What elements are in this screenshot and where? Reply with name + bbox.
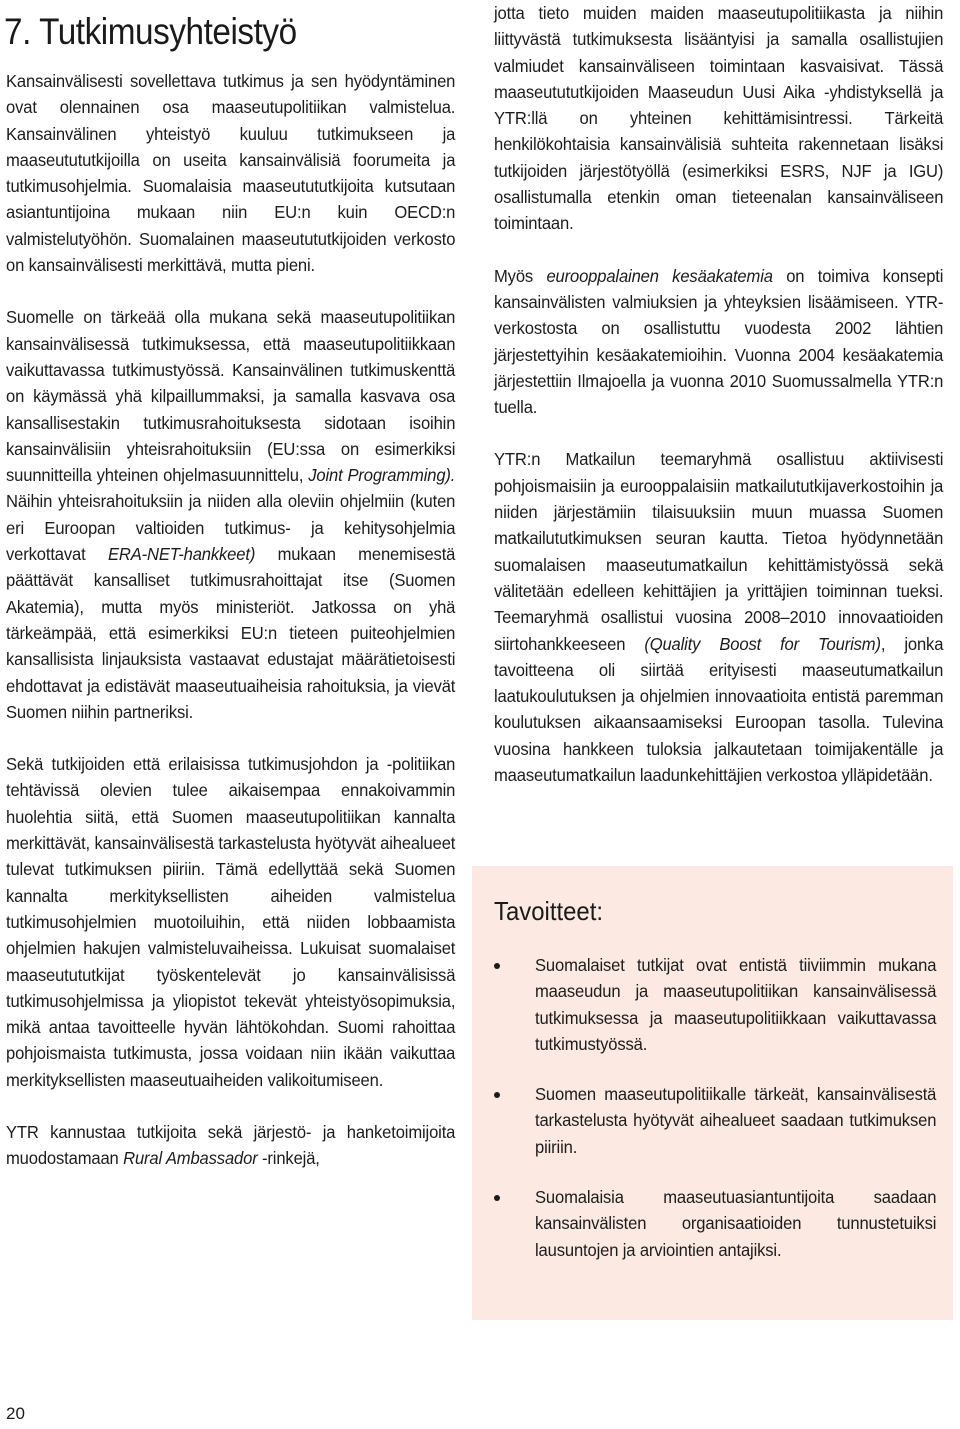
goals-title: Tavoitteet: [494, 896, 604, 926]
emphasis-quality-boost: (Quality Boost for Tourism) [644, 633, 881, 654]
bullet-icon [494, 1195, 500, 1201]
paragraph-researchers: Sekä tutkijoiden että erilaisissa tutkimusjohdon ja -politiikan tehtävissä olevien tulee aikaisempaa ennakoivammin huolehtia siitä, että Suomen maaseutupolitiikan kannalta merkittävät, kansainvälisestä tarkastelusta hyötyvät aihealueet tulevat tutkimuksen piiriin. Tämä edellyttää sekä Suomen kannalta merkityksellisten aiheiden valmistelua tutkimusohjelmien muotoiluihin, että niiden lobbaamista ohjelmien hakujen valmisteluvaiheissa. Lukuisat suomalaiset maaseutututkijat työskentelevät jo kansainvälisissä tutkimusohjelmissa ja yliopistot tekevät yhteistyösopimuksia, mikä antaa tavoitteelle hyvän lähtökohdan. Suomi rahoittaa pohjoismaista tutkimusta, jossa voidaan niin ikään vaikuttaa merkityksellisten maaseutuaiheiden valikoitumiseen. [6, 754, 456, 1090]
paragraph-intro: Kansainvälisesti sovellettava tutkimus ja sen hyödyntäminen ovat olennainen osa maaseutupolitiikan valmistelua. Kansainvälinen yhteistyö kuuluu tutkimukseen ja maaseutututkijoilla on useita kansainvälisiä foorumeita ja tutkimusohjelmia. Suomalaisia maaseutututkijoita kutsutaan asiantuntijoina mukaan niin EU:n kuin OECD:n valmistelutyöhön. Suomalainen maaseutututkijoiden verkosto on kansainvälisesti merkittävä, mutta pieni. [6, 71, 456, 276]
emphasis-rural-ambassador: Rural Ambassador [123, 1148, 258, 1169]
page-title: 7. Tutkimusyhteistyö [4, 11, 297, 52]
emphasis-era-net: ERA-NET-hankkeet) [107, 544, 256, 565]
goal-text: Suomalaisia maaseutuasiantuntijoita saadaan kansainvälisten organisaatioiden tunnustetuiksi lausuntojen ja arviointien antajiksi. [535, 1187, 937, 1260]
goals-list [494, 952, 946, 1287]
bullet-icon [494, 963, 500, 969]
paragraph-ytr [6, 1119, 455, 1172]
goal-item [494, 952, 946, 1057]
page-number: 20 [6, 1404, 25, 1423]
text-run: YTR:n Matkailun teemaryhmä osallistuu aktiivisesti pohjoismaisiin ja eurooppalaisiin matkailututkijaverkostoihin ja niiden järjestämiin tilaisuuksiin muun muassa Suomen matkailututkimuksen seuran kautta. Tietoa hyödynnetään suomalaisen maaseutumatkailun kehittämistyössä sekä välitetään edelleen kehittäjien ja yrittäjien toiminnan tueksi. Teemaryhmä osallistui vuosina 2008–2010 innovaatioiden siirtohankkeeseen [494, 449, 944, 654]
text-run: , jonka tavoitteena oli siirtää erityisesti maaseutumatkailun laatukoulutuksen ja ohjelmien innovaatioita entistä paremman koulutuksen aikaansaamiseksi Euroopan tasolla. Tulevina vuosina hankkeen tuloksia jalkautetaan toimijakentälle ja maaseutumatkailun laadunkehittäjien verkostoa ylläpidetään. [494, 633, 944, 786]
text-run: Näihin yhteisrahoituksiin ja niiden alla oleviin ohjelmiin (kuten eri Euroopan valtioiden tutkimus- ja kehitysohjelmia verkottavat [6, 491, 456, 565]
paragraph-international-research [6, 304, 455, 725]
paragraph-tourism [494, 446, 943, 788]
text-run: mukaan menemisestä päättävät kansalliset tutkimusrahoittajat itse (Suomen Akatemia), mutta myös ministeriöt. Jatkossa on yhä tärkeämpää, että esimerkiksi EU:n tieteen puiteohjelmien kansallisista linjauksista vastaavat edustajat määrätietoisesti ehdottavat ja edistävät maaseutuaiheisia rahoituksia, ja vievät Suomen niihin partneriksi. [6, 544, 456, 722]
goal-text: Suomen maaseutupolitiikalle tärkeät, kansainvälisestä tarkastelusta hyötyvät aihealueet saadaan tutkimuksen piiriin. [535, 1084, 937, 1157]
bullet-icon [494, 1092, 500, 1098]
text-run: Suomelle on tärkeää olla mukana sekä maaseutupolitiikan kansainvälisessä tutkimuksessa, että maaseutupolitiikkaan vaikuttavassa tutkimustyössä. Kansainvälinen tutkimuskenttä on käymässä yhä kilpaillummaksi, ja samalla kasvava osa kansallisestakin tutkimusrahoituksesta sidotaan isoihin kansainvälisiin yhteisrahoituksiin (EU:ssa on esimerkiksi suunnitteilla yhteinen ohjelmasuunnittelu, [6, 307, 456, 486]
text-run: Myös [494, 265, 547, 286]
goal-text: Suomalaiset tutkijat ovat entistä tiiviimmin mukana maaseudun ja maaseutupolitiikan kansainvälisessä tutkimuksessa ja maaseutupolitiikkaan vaikuttavassa tutkimustyössä. [535, 955, 937, 1054]
paragraph-summer-academy [494, 263, 943, 421]
emphasis-joint-programming: Joint Programming). [308, 465, 456, 486]
emphasis-summer-academy: eurooppalainen kesäakatemia [546, 265, 773, 286]
goals-box [472, 866, 953, 1320]
text-run: on toimiva konsepti kansainvälisten valmiuksien ja yhteyksien lisäämiseen. YTR-verkostosta on osallistuttu vuodesta 2002 lähtien järjestettyihin kesäakatemioihin. Vuonna 2004 kesäakatemia järjestettiin Ilmajoella ja vuonna 2010 Suomussalmella YTR:n tuella. [494, 265, 944, 418]
paragraph-continuation: jotta tieto muiden maiden maaseutupolitiikasta ja niihin liittyvästä tutkimuksesta lisääntyisi ja samalla osallistujien valmiudet kansainväliseen toimintaan kasvaisivat. Tässä maaseutututkijoiden Maaseudun Uusi Aika -yhdistyksellä ja YTR:llä on yhteinen kehittämisintressi. Tärkeitä henkilökohtaisia kansainvälisiä suhteita rakennetaan lisäksi tutkijoiden järjestötyöllä (esimerkiksi ESRS, NJF ja IGU) osallistumalla etenkin oman tieteenalan kansainväliseen toimintaan. [494, 3, 944, 234]
goal-item [494, 1081, 946, 1160]
right-column [494, 0, 944, 814]
goal-item [494, 1184, 946, 1263]
text-run: YTR kannustaa tutkijoita sekä järjestö- ja hanketoimijoita muodostamaan [6, 1121, 456, 1169]
text-run: -rinkejä, [257, 1148, 320, 1169]
left-column [6, 68, 456, 1172]
